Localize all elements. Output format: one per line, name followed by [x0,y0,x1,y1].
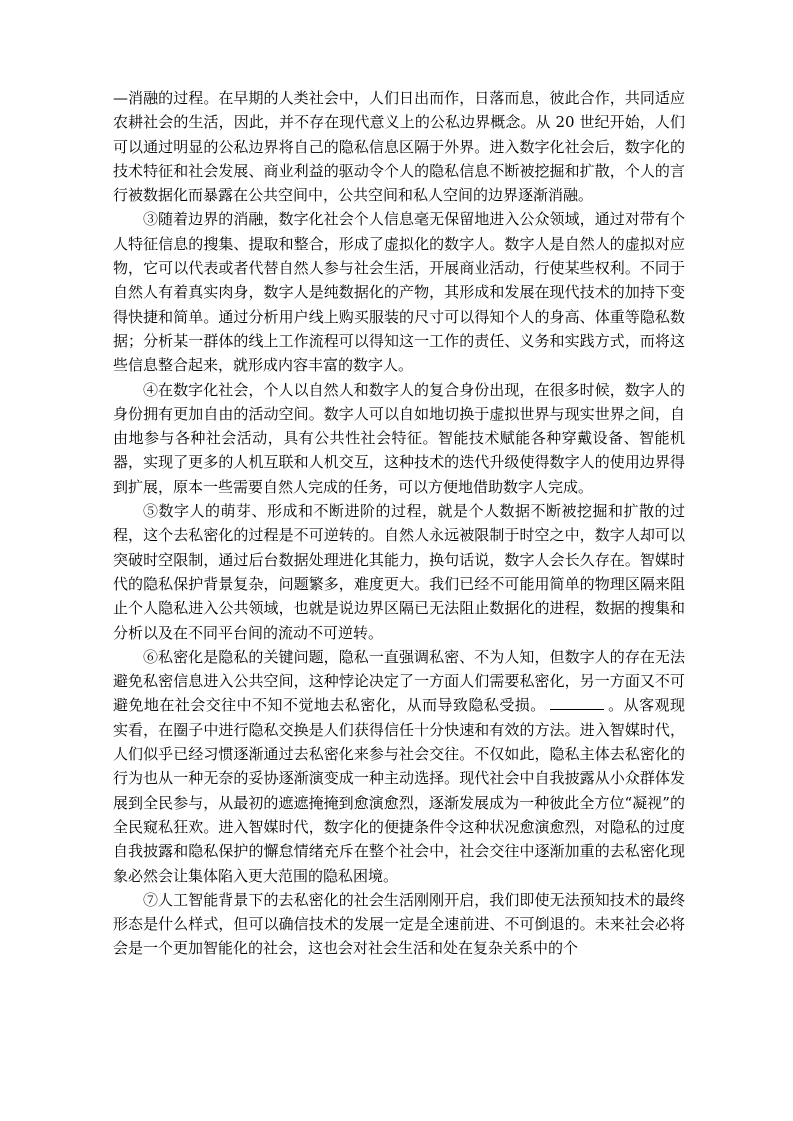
fill-in-blank [550,694,604,710]
paragraph-6-before-blank: ⑥私密化是隐私的关键问题，隐私一直强调私密、不为人知，但数字人的存在无法避免私密信息进入公共空间，这种悖论决定了一方面人们需要私密化，另一方面又不可避免地在社会交往中不知不觉地去私密化，从而导致隐私受损。 [113,647,685,715]
paragraph-5: ⑤数字人的萌芽、形成和不断进阶的过程，就是个人数据不断被挖掘和扩散的过程，这个去私密化的过程是不可逆转的。自然人永远被限制于时空之中，数字人却可以突破时空限制，通过后台数据处理进化其能力，换句话说，数字人会长久存在。智媒时代的隐私保护背景复杂，问题繁多，难度更大。我们已经不可能用简单的物理区隔来阻止个人隐私进入公共领域，也就是说边界区隔已无法阻止数据化的进程，数据的搜集和分析以及在不同平台间的流动不可逆转。 [113,502,685,642]
paragraph-3: ③随着边界的消融，数字化社会个人信息毫无保留地进入公众领域，通过对带有个人特征信息的搜集、提取和整合，形成了虚拟化的数字人。数字人是自然人的虚拟对应物，它可以代表或者代替自然人参与社会生活，开展商业活动，行使某些权利。不同于自然人有着真实肉身，数字人是纯数据化的产物，其形成和发展在现代技术的加持下变得快捷和简单。通过分析用户线上购买服装的尺寸可以得知个人的身高、体重等隐私数据；分析某一群体的线上工作流程可以得知这一工作的责任、义务和实践方式，而将这些信息整合起来，就形成内容丰富的数字人。 [113,210,685,375]
paragraph-6-after-blank: 。从客观现实看，在圈子中进行隐私交换是人们获得信任十分快速和有效的方法。进入智媒时代，人们似乎已经习惯逐渐通过去私密化来参与社会交往。不仅如此，隐私主体去私密化的行为也从一种无奈的妥协逐渐演变成一种主动选择。现代社会中自我披露从小众群体发展到全民参与，从最初的遮遮掩掩到愈演愈烈，逐渐发展成为一种彼此全方位“凝视”的全民窥私狂欢。进入智媒时代，数字化的便捷条件令这种状况愈演愈烈，对隐私的过度自我披露和隐私保护的懈怠情绪充斥在整个社会中，社会交往中逐渐加重的去私密化现象必然会让集体陷入更大范围的隐私困境。 [113,696,685,885]
paragraph-7: ⑦人工智能背景下的去私密化的社会生活刚刚开启，我们即使无法预知技术的最终形态是什么样式，但可以确信技术的发展一定是全速前进、不可倒退的。未来社会必将会是一个更加智能化的社会，这也会对社会生活和处在复杂关系中的个 [113,890,685,958]
paragraph-6 [113,645,685,888]
document-page [113,86,685,961]
paragraph-2-continuation: —消融的过程。在早期的人类社会中，人们日出而作，日落而息，彼此合作，共同适应农耕社会的生活，因此，并不存在现代意义上的公私边界概念。从 20 世纪开始，人们可以通过明显的公私边界将自己的隐私信息区隔于外界。进入数字化社会后，数字化的技术特征和社会发展、商业利益的驱动令个人的隐私信息不断被挖掘和扩散，个人的言行被数据化而暴露在公共空间中，公共空间和私人空间的边界逐渐消融。 [113,89,685,205]
paragraph-4: ④在数字化社会，个人以自然人和数字人的复合身份出现，在很多时候，数字人的身份拥有更加自由的活动空间。数字人可以自如地切换于虚拟世界与现实世界之间，自由地参与各种社会活动，具有公共性社会特征。智能技术赋能各种穿戴设备、智能机器，实现了更多的人机互联和人机交互，这种技术的迭代升级使得数字人的使用边界得到扩展，原本一些需要自然人完成的任务，可以方便地借助数字人完成。 [113,380,685,496]
